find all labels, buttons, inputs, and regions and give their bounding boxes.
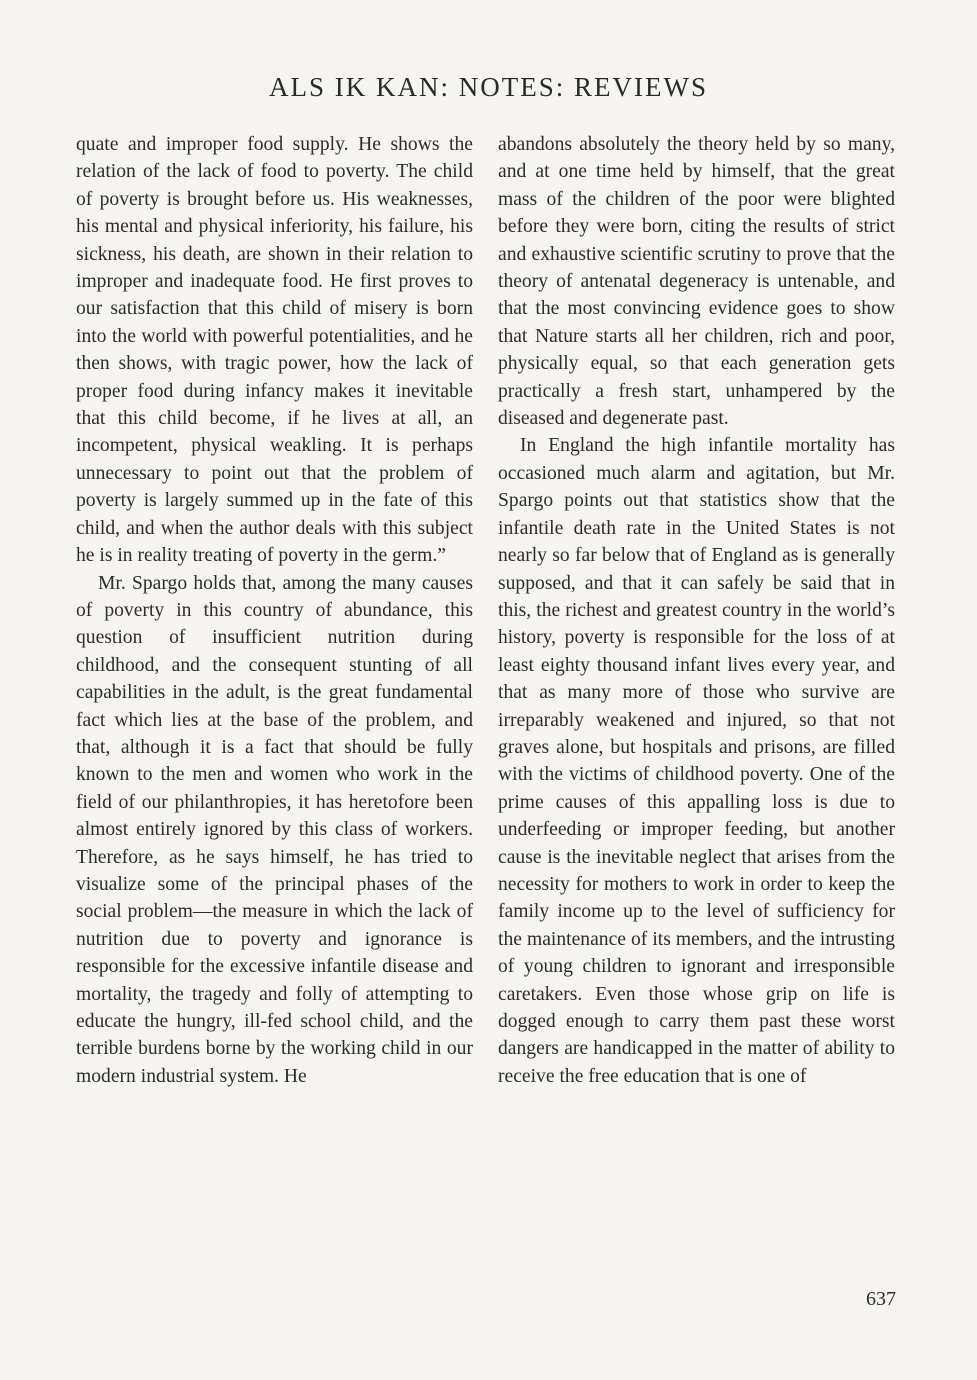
running-title: ALS IK KAN: NOTES: REVIEWS (269, 72, 708, 102)
paragraph-continued: quate and improper food supply. He shows the relation of the lack of food to poverty. The child of poverty is brought before us. His weaknesses, his mental and physical inferiority, his failure, his sickness, his death, are shown in their relation to improper and inadequate food. He first proves to our satisfaction that this child of misery is born into the world with powerful potentialities, and he then shows, with tragic power, how the lack of proper food during infancy makes it inevitable that this child become, if he lives at all, an incompetent, physical weakling. It is perhaps unnecessary to point out that the problem of poverty is largely summed up in the fate of this child, and when the author deals with this subject he is in reality treating of poverty in the germ.” (76, 134, 473, 567)
paragraph-continued: abandons absolutely the theory held by so many, and at one time held by himself, that the great mass of the children of the poor were blighted before they were born, citing the results of strict and exhaustive scientific scrutiny to prove that the theory of antenatal degeneracy is untenable, and that the most convincing evidence goes to show that Nature starts all her children, rich and poor, physically equal, so that each generation gets practically a fresh start, unhampered by the diseased and degenerate past. (498, 134, 895, 430)
right-column (498, 131, 895, 1090)
left-column (76, 131, 473, 1090)
page-number: 637 (866, 1288, 896, 1310)
paragraph: In England the high infantile mortality has occasioned much alarm and agitation, but Mr. Spargo points out that statistics show that the infantile death rate in the United States is not nearly so far below that of England as is generally supposed, and that it can safely be said that in this, the richest and greatest country in the world’s history, poverty is responsible for the loss of at least eighty thousand infant lives every year, and that as many more of those who survive are irreparably weakened and injured, so that not graves alone, but hospitals and prisons, are filled with the victims of childhood poverty. One of the prime causes of this appalling loss is due to underfeeding or improper feeding, but another cause is the inevitable neglect that arises from the necessity for mothers to work in order to keep the family income up to the level of sufficiency for the maintenance of its members, and the intrusting of young children to ignorant and irresponsible caretakers. Even those whose grip on life is dogged enough to carry them past these worst dangers are handicapped in the matter of ability to receive the free education that is one of (498, 435, 895, 1087)
paragraph: Mr. Spargo holds that, among the many causes of poverty in this country of abundance, this question of insufficient nutrition during childhood, and the consequent stunting of all capabilities in the adult, is the great fundamental fact which lies at the base of the problem, and that, although it is a fact that should be fully known to the men and women who work in the field of our philanthropies, it has heretofore been almost entirely ignored by this class of workers. Therefore, as he says himself, he has tried to visualize some of the principal phases of the social problem—the measure in which the lack of nutrition due to poverty and ignorance is responsible for the excessive infantile disease and mortality, the tragedy and folly of attempting to educate the hungry, ill-fed school child, and the terrible burdens borne by the working child in our modern industrial system. He (76, 572, 473, 1087)
